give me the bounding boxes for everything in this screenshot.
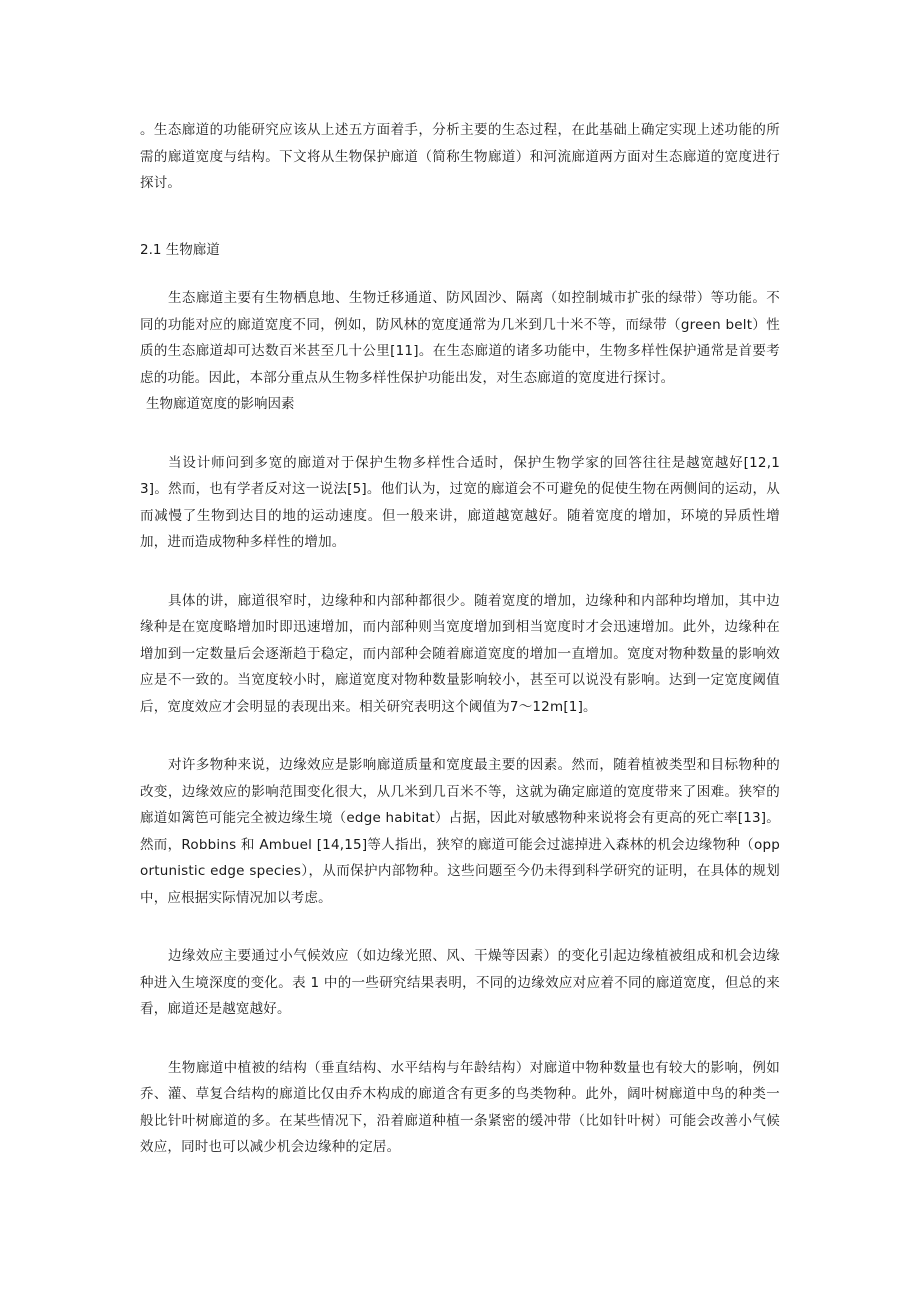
paragraph-functions: 生态廊道主要有生物栖息地、生物迁移通道、防风固沙、隔离（如控制城市扩张的绿带）等功能。不同的功能对应的廊道宽度不同，例如，防风林的宽度通常为几米到几十米不等，而绿带（green belt）性质的生态廊道却可达数百米甚至几十公里[11]。在生态廊道的诸多功能中，生物多样性保护通常是首要考虑的功能。因此，本部分重点从生物多样性保护功能出发，对生态廊道的宽度进行探讨。 <box>140 290 780 386</box>
paragraph-edge-effect: 对许多物种来说，边缘效应是影响廊道质量和宽度最主要的因素。然而，随着植被类型和目标物种的改变，边缘效应的影响范围变化很大，从几米到几百米不等，这就为确定廊道的宽度带来了困难。狭窄的廊道如篱笆可能完全被边缘生境（edge habitat）占据，因此对敏感物种来说将会有更高的死亡率[13]。然而，Robbins 和 Ambuel [14,15]等人指出，狭窄的廊道可能会过滤掉进入森林的机会边缘物种（opportunistic edge species），从而保护内部物种。这些问题至今仍未得到科学研究的证明，在具体的规划中，应根据实际情况加以考虑。 <box>140 757 780 906</box>
document-page <box>140 117 780 1161</box>
spacer <box>140 418 780 450</box>
spacer <box>140 911 780 943</box>
spacer <box>140 197 780 223</box>
paragraph-width-opinion: 当设计师问到多宽的廊道对于保护生物多样性合适时，保护生物学家的回答往往是越宽越好[12,13]。然而，也有学者反对这一说法[5]。他们认为，过宽的廊道会不可避免的促使生物在两侧间的运动，从而减慢了生物到达目的地的运动速度。但一般来讲，廊道越宽越好。随着宽度的增加，环境的异质性增加，进而造成物种多样性的增加。 <box>140 454 780 550</box>
spacer <box>140 223 780 237</box>
spacer <box>140 1023 780 1055</box>
spacer <box>140 720 780 752</box>
paragraph-vegetation-structure: 生物廊道中植被的结构（垂直结构、水平结构与年龄结构）对廊道中物种数量也有较大的影响，例如乔、灌、草复合结构的廊道比仅由乔木构成的廊道含有更多的鸟类物种。此外，阔叶树廊道中鸟的种类一般比针叶树廊道的多。在某些情况下，沿着廊道种植一条紧密的缓冲带（比如针叶树）可能会改善小气候效应，同时也可以减少机会边缘种的定居。 <box>140 1059 780 1155</box>
subsection-heading: 生物廊道宽度的影响因素 <box>146 396 295 412</box>
spacer <box>140 263 780 285</box>
paragraph-species-width: 具体的讲，廊道很窄时，边缘种和内部种都很少。随着宽度的增加，边缘种和内部种均增加，其中边缘种是在宽度略增加时即迅速增加，而内部种则当宽度增加到相当宽度时才会迅速增加。此外，边缘种在增加到一定数量后会逐渐趋于稳定，而内部种会随着廊道宽度的增加一直增加。宽度对物种数量的影响效应是不一致的。当宽度较小时，廊道宽度对物种数量影响较小，甚至可以说没有影响。达到一定宽度阈值后，宽度效应才会明显的表现出来。相关研究表明这个阈值为7～12m[1]。 <box>140 592 780 715</box>
spacer <box>140 556 780 588</box>
section-heading: 2.1 生物廊道 <box>140 241 220 258</box>
intro-paragraph: 。生态廊道的功能研究应该从上述五方面着手，分析主要的生态过程，在此基础上确定实现上述功能的所需的廊道宽度与结构。下文将从生物保护廊道（简称生物廊道）和河流廊道两方面对生态廊道的宽度进行探讨。 <box>140 122 780 191</box>
paragraph-microclimate: 边缘效应主要通过小气候效应（如边缘光照、风、干燥等因素）的变化引起边缘植被组成和机会边缘种进入生境深度的变化。表 1 中的一些研究结果表明，不同的边缘效应对应着不同的廊道宽度，但总的来看，廊道还是越宽越好。 <box>140 948 780 1017</box>
